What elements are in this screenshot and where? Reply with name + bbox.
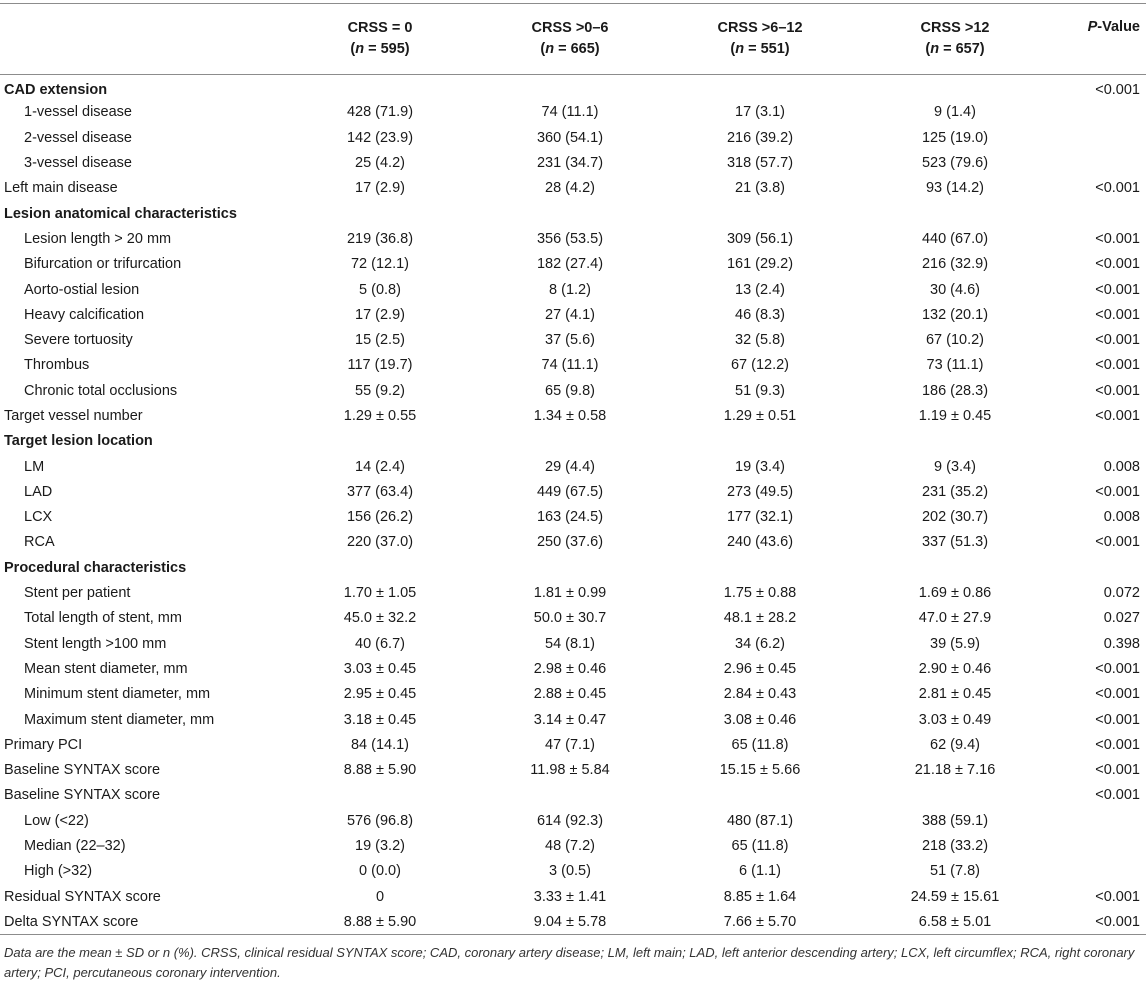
row-label: Minimum stent diameter, mm (24, 686, 211, 703)
value-cell-col-3: 65 (11.8) (731, 736, 789, 753)
value-cell-col-2: 231 (34.7) (536, 155, 604, 172)
row-label: Residual SYNTAX score (4, 888, 161, 905)
value-cell-col-4: 62 (9.4) (930, 736, 980, 753)
row-label: Aorto-ostial lesion (24, 281, 140, 298)
value-cell-col-1: 1.70 ± 1.05 (343, 585, 417, 602)
row-label: Stent per patient (24, 585, 131, 602)
header-col-1-n: (n = 595) (350, 41, 410, 57)
table-row (0, 378, 1146, 403)
header-col-2 (470, 4, 670, 75)
value-cell-col-2: 163 (24.5) (536, 509, 604, 526)
header-col-4-n: (n = 657) (925, 41, 985, 57)
pvalue-cell: 0.072 (1103, 585, 1140, 602)
value-cell-col-2: 37 (5.6) (545, 332, 595, 349)
value-cell-col-3: 6 (1.1) (739, 863, 781, 880)
pvalue-cell (1060, 808, 1146, 833)
value-cell-col-4: 216 (32.9) (921, 256, 989, 273)
table-row (0, 833, 1146, 858)
pvalue-cell (1060, 429, 1146, 454)
header-pvalue: P-Value (1060, 4, 1146, 75)
value-cell-col-2 (470, 75, 670, 100)
table-row (0, 75, 1146, 100)
table-row (0, 707, 1146, 732)
pvalue-cell: <0.001 (1095, 762, 1140, 779)
value-cell-col-4 (850, 201, 1060, 226)
value-cell-col-1: 45.0 ± 32.2 (343, 610, 417, 627)
value-cell-col-1 (290, 75, 470, 100)
value-cell-col-4: 1.19 ± 0.45 (918, 408, 992, 424)
value-cell-col-1: 15 (2.5) (355, 332, 405, 349)
header-col-4-name: CRSS >12 (920, 20, 990, 36)
table-row (0, 580, 1146, 605)
value-cell-col-3: 21 (3.8) (735, 180, 785, 197)
pvalue-cell: 0.008 (1103, 458, 1140, 475)
row-label: Severe tortuosity (24, 332, 133, 349)
header-blank-cell (0, 4, 290, 75)
value-cell-col-4: 1.69 ± 0.86 (918, 585, 992, 602)
value-cell-col-1: 3.03 ± 0.45 (343, 660, 417, 677)
table-row (0, 505, 1146, 530)
value-cell-col-3: 65 (11.8) (731, 838, 789, 855)
value-cell-col-1: 220 (37.0) (346, 534, 414, 551)
value-cell-col-3 (670, 783, 850, 808)
value-cell-col-2 (470, 783, 670, 808)
results-table (0, 3, 1146, 935)
value-cell-col-1 (290, 429, 470, 454)
value-cell-col-2: 182 (27.4) (536, 256, 604, 273)
header-col-2-name: CRSS >0–6 (531, 20, 609, 36)
value-cell-col-4: 93 (14.2) (925, 180, 985, 197)
row-label: RCA (24, 534, 55, 551)
value-cell-col-1: 117 (19.7) (347, 357, 413, 374)
pvalue-cell (1060, 150, 1146, 175)
value-cell-col-4: 2.81 ± 0.45 (918, 686, 992, 703)
table-row (0, 682, 1146, 707)
value-cell-col-1 (290, 201, 470, 226)
value-cell-col-1: 5 (0.8) (359, 281, 401, 298)
value-cell-col-4: 231 (35.2) (921, 483, 989, 500)
pvalue-cell: <0.001 (1060, 909, 1146, 934)
pvalue-cell: <0.001 (1095, 483, 1140, 500)
row-label: Mean stent diameter, mm (24, 660, 188, 677)
value-cell-col-3: 273 (49.5) (726, 483, 794, 500)
row-label: High (>32) (24, 863, 93, 880)
row-label: Thrombus (24, 357, 90, 374)
value-cell-col-3: 1.29 ± 0.51 (723, 408, 797, 424)
value-cell-col-1: 377 (63.4) (346, 483, 414, 500)
value-cell-col-3 (670, 555, 850, 580)
value-cell-col-4: 337 (51.3) (921, 534, 989, 551)
value-cell-col-4: 440 (67.0) (921, 230, 989, 247)
value-cell-col-4: 9 (3.4) (934, 458, 976, 475)
pvalue-cell (1060, 555, 1146, 580)
table-body (0, 75, 1146, 935)
value-cell-col-3: 67 (12.2) (730, 357, 790, 374)
header-col-3-name: CRSS >6–12 (717, 20, 803, 36)
value-cell-col-4: 125 (19.0) (921, 129, 989, 146)
pvalue-cell: <0.001 (1095, 306, 1140, 323)
value-cell-col-1: 142 (23.9) (346, 129, 414, 146)
value-cell-col-1: 0 (0.0) (359, 863, 401, 880)
table-row (0, 226, 1146, 251)
value-cell-col-4: 67 (10.2) (925, 332, 985, 349)
value-cell-col-2: 449 (67.5) (536, 483, 604, 500)
pvalue-cell: <0.001 (1095, 256, 1140, 273)
value-cell-col-1: 40 (6.7) (355, 635, 405, 652)
pvalue-cell: <0.001 (1095, 180, 1140, 197)
value-cell-col-3: 2.84 ± 0.43 (723, 686, 797, 703)
pvalue-cell: <0.001 (1095, 382, 1140, 399)
value-cell-col-2: 1.34 ± 0.58 (533, 408, 607, 424)
header-col-3-n: (n = 551) (730, 41, 790, 57)
row-label: Delta SYNTAX score (0, 909, 290, 934)
row-label: Bifurcation or trifurcation (24, 256, 182, 273)
value-cell-col-2 (470, 429, 670, 454)
value-cell-col-1: 25 (4.2) (355, 155, 405, 172)
table-row (0, 125, 1146, 150)
value-cell-col-2: 74 (11.1) (541, 104, 599, 121)
value-cell-col-1: 72 (12.1) (350, 256, 410, 273)
row-label: Heavy calcification (24, 306, 145, 323)
value-cell-col-3: 177 (32.1) (726, 509, 794, 526)
header-col-1 (290, 4, 470, 75)
table-row (0, 631, 1146, 656)
value-cell-col-1: 0 (375, 888, 385, 905)
value-cell-col-2: 65 (9.8) (545, 382, 595, 399)
value-cell-col-4: 523 (79.6) (921, 155, 989, 172)
pvalue-cell: <0.001 (1095, 357, 1140, 374)
value-cell-col-2: 360 (54.1) (536, 129, 604, 146)
table-row (0, 530, 1146, 555)
value-cell-col-2: 11.98 ± 5.84 (530, 762, 610, 779)
row-label: Chronic total occlusions (24, 382, 178, 399)
table-row (0, 732, 1146, 757)
pvalue-cell (1060, 100, 1146, 125)
value-cell-col-1 (290, 783, 470, 808)
value-cell-col-4: 218 (33.2) (921, 838, 989, 855)
pvalue-cell (1060, 859, 1146, 884)
row-label: Target vessel number (4, 408, 143, 424)
value-cell-col-1: 156 (26.2) (346, 509, 414, 526)
row-label: Primary PCI (4, 736, 83, 753)
row-label: Total length of stent, mm (24, 610, 182, 627)
value-cell-col-4 (850, 555, 1060, 580)
value-cell-col-1: 3.18 ± 0.45 (343, 711, 417, 728)
value-cell-col-3: 17 (3.1) (735, 104, 785, 121)
value-cell-col-1: 14 (2.4) (355, 458, 405, 475)
pvalue-cell: <0.001 (1095, 408, 1140, 424)
value-cell-col-2: 3.33 ± 1.41 (533, 888, 607, 905)
table-row (0, 429, 1146, 454)
pvalue-cell: <0.001 (1095, 534, 1140, 551)
table-row (0, 252, 1146, 277)
value-cell-col-1: 219 (36.8) (346, 230, 414, 247)
value-cell-col-4: 30 (4.6) (930, 281, 980, 298)
value-cell-col-3: 34 (6.2) (735, 635, 785, 652)
pvalue-cell (1060, 125, 1146, 150)
pvalue-cell: <0.001 (1095, 736, 1140, 753)
value-cell-col-3: 3.08 ± 0.46 (723, 711, 797, 728)
value-cell-col-3: 19 (3.4) (735, 458, 785, 475)
value-cell-col-4: 24.59 ± 15.61 (910, 888, 1000, 905)
value-cell-col-1: 17 (2.9) (355, 306, 405, 323)
row-label: LCX (24, 509, 53, 526)
value-cell-col-2: 250 (37.6) (536, 534, 604, 551)
value-cell-col-1 (290, 555, 470, 580)
table-row (0, 606, 1146, 631)
table-row (0, 100, 1146, 125)
value-cell-col-2: 614 (92.3) (536, 812, 604, 829)
table-row (0, 859, 1146, 884)
table-row (0, 555, 1146, 580)
value-cell-col-3: 1.75 ± 0.88 (723, 585, 797, 602)
table-row (0, 656, 1146, 681)
table-row (0, 454, 1146, 479)
value-cell-col-3: 161 (29.2) (726, 256, 794, 273)
table-row (0, 884, 1146, 909)
value-cell-col-3: 309 (56.1) (726, 230, 794, 247)
table-row (0, 150, 1146, 175)
value-cell-col-4: 388 (59.1) (921, 812, 989, 829)
value-cell-col-2: 50.0 ± 30.7 (533, 610, 607, 627)
value-cell-col-2: 9.04 ± 5.78 (470, 909, 670, 934)
value-cell-col-4: 21.18 ± 7.16 (914, 762, 996, 779)
pvalue-cell: <0.001 (1095, 332, 1140, 349)
value-cell-col-2: 3 (0.5) (549, 863, 591, 880)
table-row (0, 479, 1146, 504)
value-cell-col-4: 3.03 ± 0.49 (918, 711, 992, 728)
value-cell-col-3: 2.96 ± 0.45 (723, 660, 797, 677)
pvalue-cell: <0.001 (1095, 686, 1140, 703)
value-cell-col-2 (470, 201, 670, 226)
value-cell-col-1: 17 (2.9) (355, 180, 405, 197)
value-cell-col-3 (670, 75, 850, 100)
value-cell-col-1: 576 (96.8) (346, 812, 414, 829)
value-cell-col-3: 318 (57.7) (726, 155, 794, 172)
value-cell-col-1: 1.29 ± 0.55 (343, 408, 417, 424)
value-cell-col-3 (670, 201, 850, 226)
table-row (0, 909, 1146, 934)
value-cell-col-2: 48 (7.2) (545, 838, 595, 855)
value-cell-col-1: 8.88 ± 5.90 (290, 909, 470, 934)
value-cell-col-3: 46 (8.3) (735, 306, 785, 323)
table-row (0, 176, 1146, 201)
row-label: 3-vessel disease (24, 155, 132, 172)
pvalue-cell: 0.008 (1103, 509, 1140, 526)
value-cell-col-4 (850, 783, 1060, 808)
value-cell-col-3: 15.15 ± 5.66 (719, 762, 801, 779)
table-header (0, 4, 1146, 75)
pvalue-cell: <0.001 (1095, 787, 1140, 804)
value-cell-col-2: 2.98 ± 0.46 (533, 660, 607, 677)
value-cell-col-3: 240 (43.6) (726, 534, 794, 551)
pvalue-cell: <0.001 (1095, 660, 1140, 677)
value-cell-col-4: 73 (11.1) (926, 357, 984, 374)
row-label: 2-vessel disease (24, 129, 132, 146)
value-cell-col-1: 8.88 ± 5.90 (343, 762, 417, 779)
table-row (0, 327, 1146, 352)
table-row (0, 403, 1146, 428)
value-cell-col-4 (850, 75, 1060, 100)
value-cell-col-4 (850, 429, 1060, 454)
table-footnote: Data are the mean ± SD or n (%). CRSS, clinical residual SYNTAX score; CAD, coronary artery disease; LM, left main; LAD, left anterior descending artery; LCX, left circumflex; RCA, right coronary artery; PCI, percutaneous coronary intervention. (4, 945, 1135, 980)
value-cell-col-2: 47 (7.1) (545, 736, 595, 753)
value-cell-col-3: 7.66 ± 5.70 (670, 909, 850, 934)
value-cell-col-1: 2.95 ± 0.45 (343, 686, 417, 703)
header-col-3 (670, 4, 850, 75)
value-cell-col-4: 186 (28.3) (921, 382, 989, 399)
value-cell-col-2: 8 (1.2) (549, 281, 591, 298)
value-cell-col-4: 2.90 ± 0.46 (918, 660, 992, 677)
value-cell-col-2: 356 (53.5) (536, 230, 604, 247)
value-cell-col-4: 47.0 ± 27.9 (918, 610, 992, 627)
value-cell-col-1: 55 (9.2) (355, 382, 405, 399)
row-label: 1-vessel disease (24, 104, 132, 121)
value-cell-col-1: 428 (71.9) (346, 104, 414, 121)
row-label: Baseline SYNTAX score (4, 762, 161, 779)
pvalue-cell: <0.001 (1095, 82, 1140, 99)
value-cell-col-3: 32 (5.8) (735, 332, 785, 349)
value-cell-col-3: 13 (2.4) (735, 281, 785, 298)
value-cell-col-2 (470, 555, 670, 580)
pvalue-cell: <0.001 (1095, 711, 1140, 728)
section-heading: Procedural characteristics (4, 559, 187, 576)
value-cell-col-2: 28 (4.2) (545, 180, 595, 197)
pvalue-cell: 0.027 (1103, 610, 1140, 627)
row-label: Left main disease (4, 180, 118, 197)
table-row (0, 277, 1146, 302)
pvalue-cell: <0.001 (1095, 230, 1140, 247)
row-label: LAD (24, 483, 53, 500)
value-cell-col-3: 480 (87.1) (726, 812, 794, 829)
value-cell-col-2: 2.88 ± 0.45 (533, 686, 607, 703)
table-row (0, 302, 1146, 327)
value-cell-col-3: 8.85 ± 1.64 (723, 888, 797, 905)
value-cell-col-1: 84 (14.1) (350, 736, 410, 753)
value-cell-col-2: 1.81 ± 0.99 (533, 585, 607, 602)
row-label: Maximum stent diameter, mm (24, 711, 215, 728)
value-cell-col-2: 54 (8.1) (545, 635, 595, 652)
row-label: Baseline SYNTAX score (4, 787, 161, 804)
table-row (0, 783, 1146, 808)
value-cell-col-2: 27 (4.1) (545, 306, 595, 323)
table-row (0, 353, 1146, 378)
value-cell-col-4: 202 (30.7) (921, 509, 989, 526)
value-cell-col-3: 48.1 ± 28.2 (723, 610, 797, 627)
row-label: Stent length >100 mm (24, 635, 167, 652)
header-col-2-n: (n = 665) (540, 41, 600, 57)
section-heading: CAD extension (4, 82, 108, 99)
pvalue-cell (1060, 201, 1146, 226)
value-cell-col-4: 6.58 ± 5.01 (850, 909, 1060, 934)
value-cell-col-1: 19 (3.2) (355, 838, 405, 855)
value-cell-col-4: 39 (5.9) (930, 635, 980, 652)
pvalue-cell: <0.001 (1095, 281, 1140, 298)
section-heading: Target lesion location (4, 433, 153, 450)
row-label: Low (<22) (24, 812, 89, 829)
table-row (0, 758, 1146, 783)
value-cell-col-4: 132 (20.1) (921, 306, 989, 323)
value-cell-col-2: 29 (4.4) (545, 458, 595, 475)
value-cell-col-2: 3.14 ± 0.47 (533, 711, 607, 728)
table-row (0, 808, 1146, 833)
header-col-1-name: CRSS = 0 (347, 20, 413, 36)
section-heading: Lesion anatomical characteristics (4, 205, 237, 222)
row-label: Lesion length > 20 mm (24, 230, 172, 247)
row-label: Median (22–32) (24, 838, 126, 855)
row-label: LM (24, 458, 45, 475)
pvalue-cell (1060, 833, 1146, 858)
value-cell-col-4: 9 (1.4) (934, 104, 976, 121)
value-cell-col-4: 51 (7.8) (930, 863, 980, 880)
value-cell-col-3 (670, 429, 850, 454)
value-cell-col-2: 74 (11.1) (541, 357, 599, 374)
table-row (0, 201, 1146, 226)
value-cell-col-3: 51 (9.3) (735, 382, 785, 399)
pvalue-cell: 0.398 (1103, 635, 1140, 652)
pvalue-cell: <0.001 (1095, 888, 1140, 905)
value-cell-col-3: 216 (39.2) (726, 129, 794, 146)
header-col-4 (850, 4, 1060, 75)
